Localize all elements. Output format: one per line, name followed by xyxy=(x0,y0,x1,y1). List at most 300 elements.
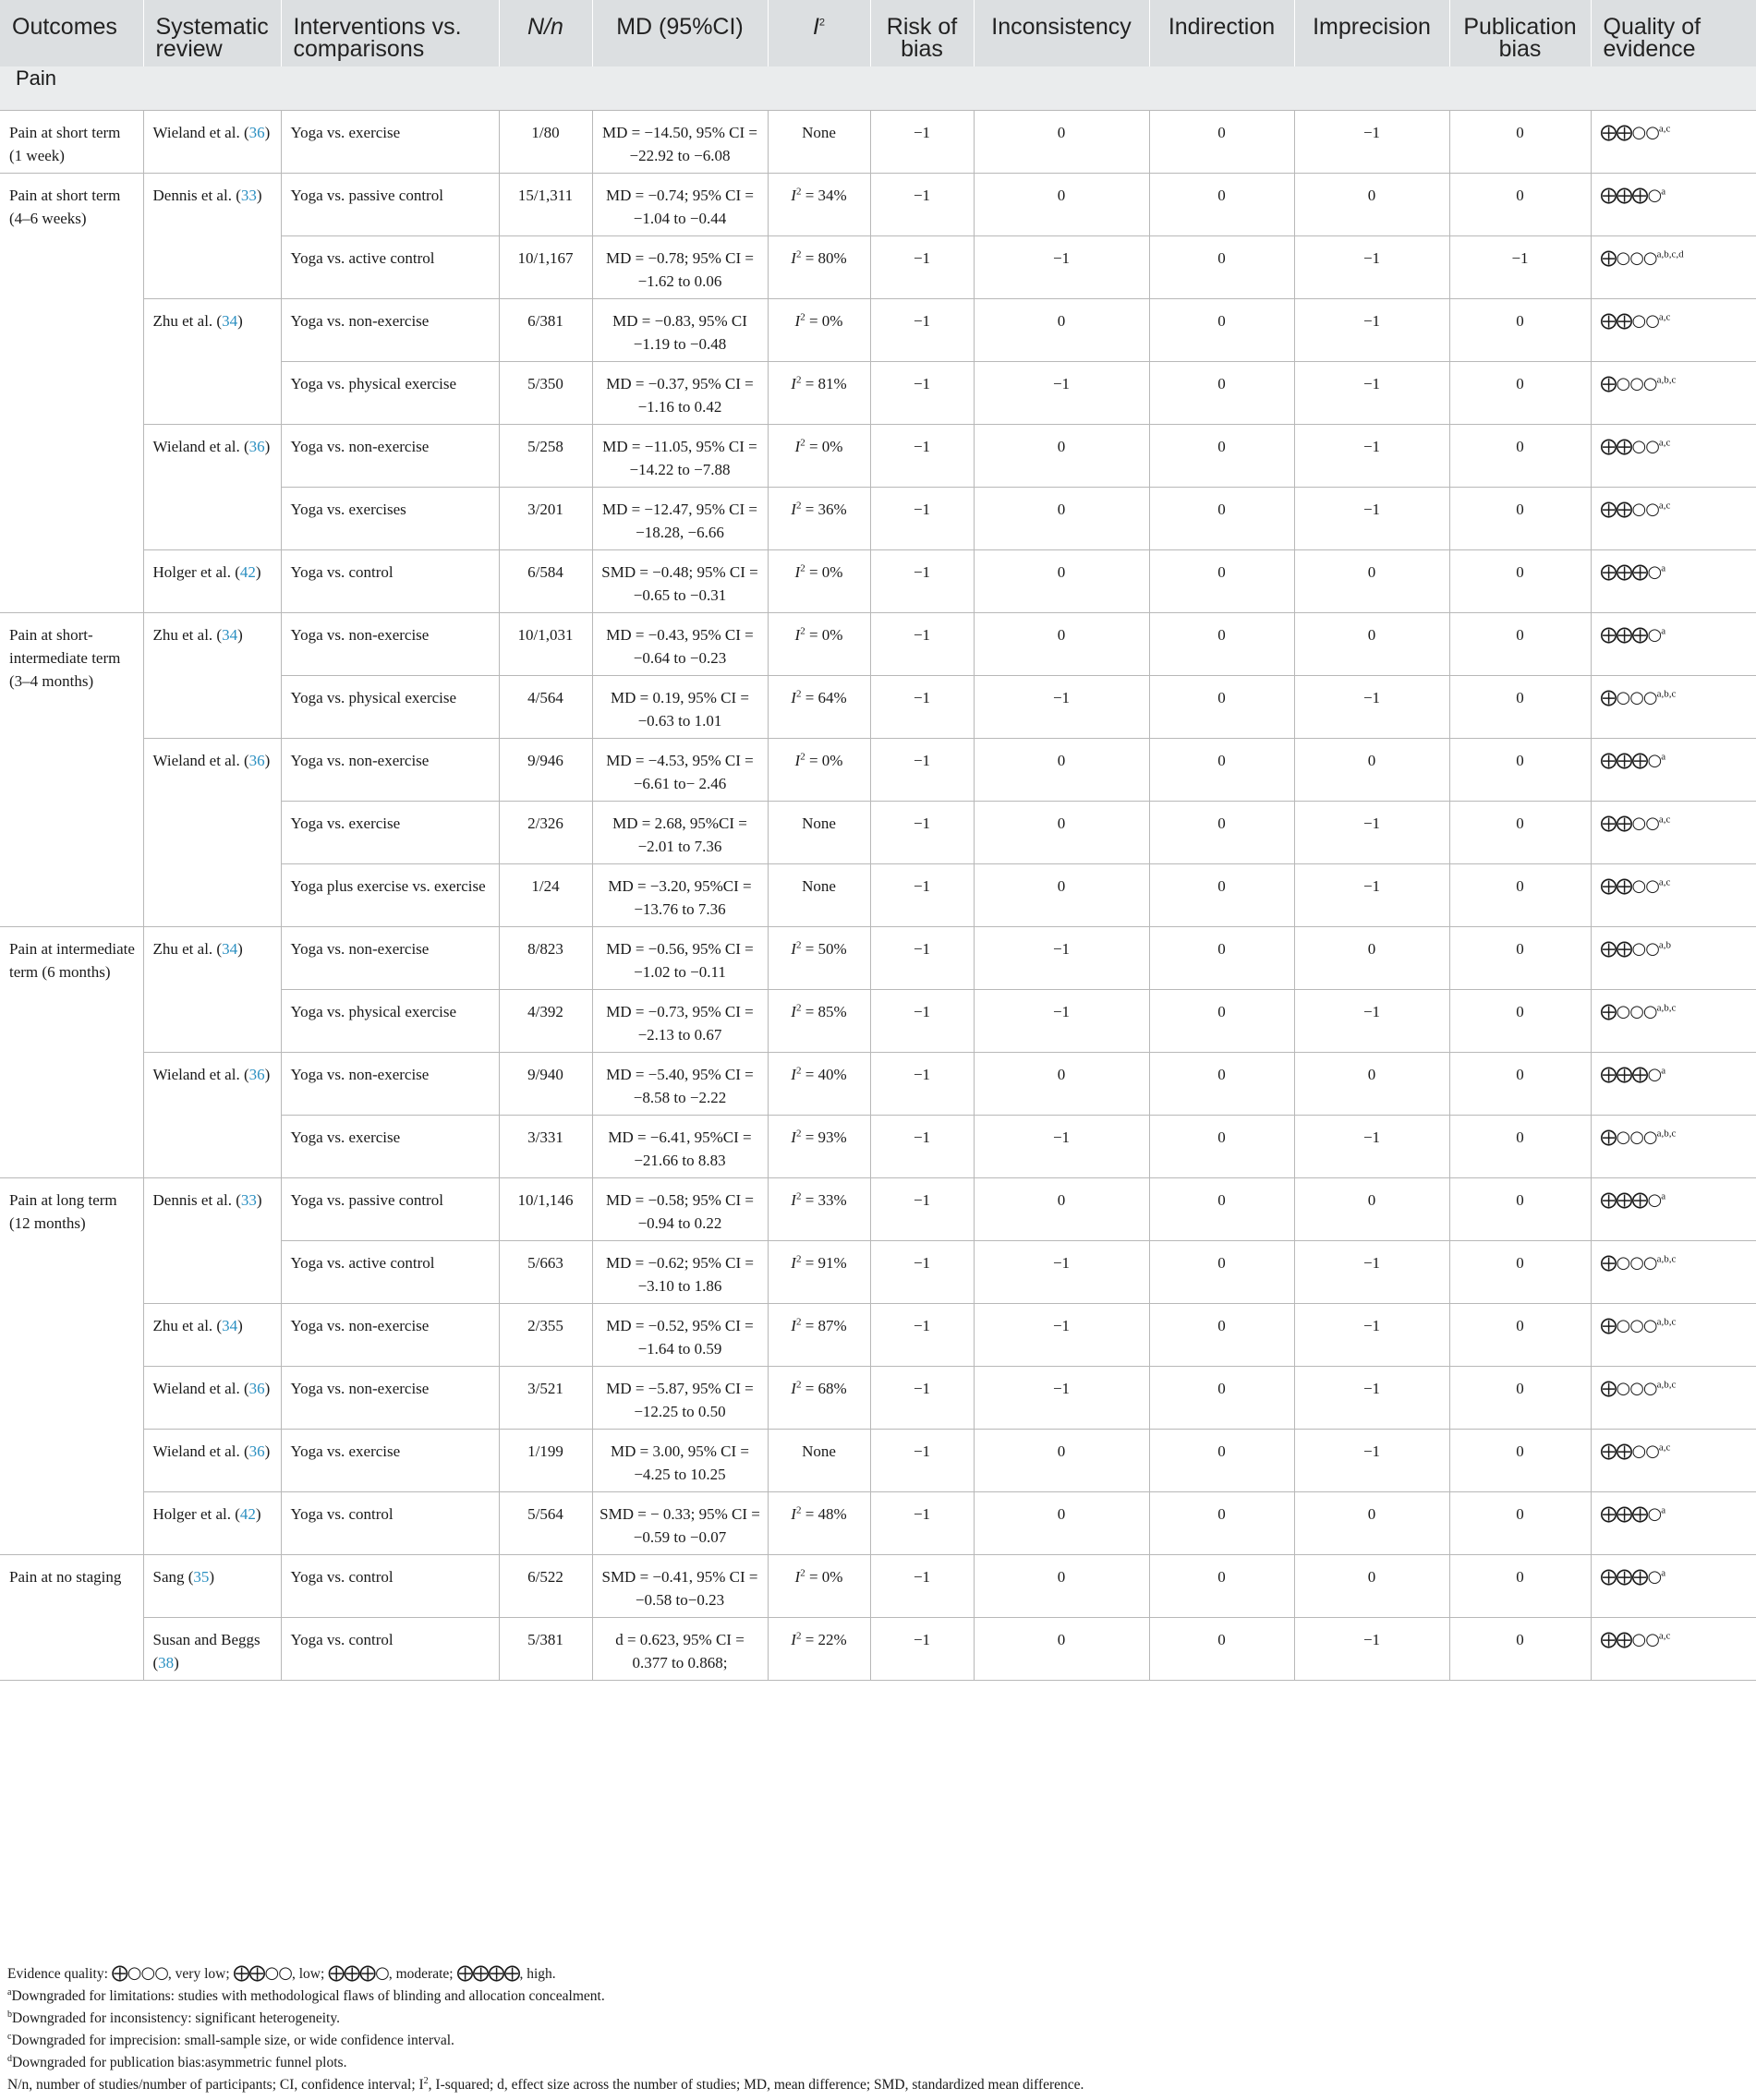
i2-value: 0% xyxy=(821,752,843,769)
review-cell: Wieland et al. (36) xyxy=(143,111,281,174)
n-cell: 5/258 xyxy=(499,425,592,488)
publication-bias-cell: 0 xyxy=(1449,1430,1591,1492)
imprecision-cell: −1 xyxy=(1294,425,1449,488)
review-name: Dennis et al. xyxy=(152,187,232,204)
risk-of-bias-cell: −1 xyxy=(870,1555,974,1618)
header-i-squared: $I^2$ xyxy=(768,0,870,66)
table-row xyxy=(0,1555,1756,1618)
i2-symbol: I xyxy=(791,1505,796,1523)
imprecision-cell: 0 xyxy=(1294,550,1449,613)
publication-bias-cell: 0 xyxy=(1449,990,1591,1053)
reference-link[interactable]: 38 xyxy=(158,1654,175,1672)
footnote-abbreviations: N/n, number of studies/number of participants; CI, confidence interval; $I^2$, I-squared; d, effect size across the number of studies; MD, mean difference; SMD, standardized mean difference. xyxy=(7,2075,1084,2093)
review-cell: Zhu et al. (34) xyxy=(143,299,281,425)
publication-bias-cell: 0 xyxy=(1449,1367,1591,1430)
i2-symbol: I xyxy=(794,626,801,644)
quality-footnote-marks: a,b,c xyxy=(1656,374,1677,386)
review-cell: Wieland et al. (36) xyxy=(143,1367,281,1430)
risk-of-bias-cell: −1 xyxy=(870,362,974,425)
table-row xyxy=(0,111,1756,174)
n-cell: 3/521 xyxy=(499,1367,592,1430)
quality-rating-icon: ⨁○○○ xyxy=(1600,248,1657,268)
review-name: Wieland et al. xyxy=(152,1380,240,1397)
comparison-cell: Yoga vs. passive control xyxy=(281,1178,499,1241)
quality-footnote-marks: a,b,c xyxy=(1656,1128,1677,1140)
i2-cell: None xyxy=(768,802,870,864)
inconsistency-cell: 0 xyxy=(974,1430,1149,1492)
header-risk-of-bias: Risk of bias xyxy=(870,0,974,66)
review-name: Wieland et al. xyxy=(152,1442,240,1460)
i2-equals: = xyxy=(805,1568,822,1586)
i2-superscript: 2 xyxy=(800,437,805,449)
quality-cell xyxy=(1591,990,1756,1053)
indirection-cell: 0 xyxy=(1149,1304,1294,1367)
quality-cell xyxy=(1591,802,1756,864)
footnote-a: $^a$Downgraded for limitations: studies with methodological flaws of blinding and allocation concealment. xyxy=(7,1986,605,2004)
i2-symbol: I xyxy=(791,689,796,706)
risk-of-bias-cell: −1 xyxy=(870,1178,974,1241)
inconsistency-cell: 0 xyxy=(974,1618,1149,1681)
outcome-cell: Pain at short term (4–6 weeks) xyxy=(0,174,143,613)
review-name: Holger et al. xyxy=(152,1505,231,1523)
indirection-cell: 0 xyxy=(1149,1555,1294,1618)
comparison-cell: Yoga vs. control xyxy=(281,1555,499,1618)
inconsistency-cell: −1 xyxy=(974,1304,1149,1367)
i2-symbol: I xyxy=(791,1254,796,1272)
quality-rating-icon: ⨁⨁○○ xyxy=(1600,500,1659,519)
risk-of-bias-cell: −1 xyxy=(870,1367,974,1430)
publication-bias-cell: 0 xyxy=(1449,676,1591,739)
comparison-cell: Yoga vs. exercise xyxy=(281,1430,499,1492)
publication-bias-cell: 0 xyxy=(1449,174,1591,236)
imprecision-cell: −1 xyxy=(1294,990,1449,1053)
imprecision-cell: 0 xyxy=(1294,174,1449,236)
comparison-cell: Yoga vs. exercises xyxy=(281,488,499,550)
i2-superscript: 2 xyxy=(800,1567,805,1579)
review-name: Zhu et al. xyxy=(152,312,213,330)
review-cell: Sang (35) xyxy=(143,1555,281,1618)
i2-value: 0% xyxy=(821,438,843,455)
review-cell: Dennis et al. (33) xyxy=(143,174,281,299)
review-name: Holger et al. xyxy=(152,563,231,581)
i2-equals: = xyxy=(801,689,818,706)
i2-cell xyxy=(768,1618,870,1681)
reference-link[interactable]: 42 xyxy=(239,1505,256,1523)
risk-of-bias-cell: −1 xyxy=(870,1430,974,1492)
i2-equals: = xyxy=(801,1631,818,1648)
review-cell: Wieland et al. (36) xyxy=(143,425,281,550)
quality-footnote-marks: a,c xyxy=(1658,1442,1671,1454)
reference-link[interactable]: 36 xyxy=(248,438,265,455)
n-cell: 5/564 xyxy=(499,1492,592,1555)
md-cell: MD = −6.41, 95%CI = −21.66 to 8.83 xyxy=(592,1116,768,1178)
n-cell: 4/564 xyxy=(499,676,592,739)
quality-rating-icon: ⨁⨁⨁○ xyxy=(1600,751,1662,770)
i2-symbol: I xyxy=(794,438,801,455)
i2-superscript: 2 xyxy=(795,1128,802,1140)
publication-bias-cell: 0 xyxy=(1449,864,1591,927)
inconsistency-cell: 0 xyxy=(974,550,1149,613)
imprecision-cell: 0 xyxy=(1294,927,1449,990)
quality-cell xyxy=(1591,1492,1756,1555)
md-cell: SMD = − 0.33; 95% CI = −0.59 to −0.07 xyxy=(592,1492,768,1555)
moderate-quality-icon: ⨁⨁⨁○ xyxy=(328,1963,389,1983)
quality-cell xyxy=(1591,236,1756,299)
i2-symbol: I xyxy=(791,501,796,518)
section-title: Pain xyxy=(0,66,1756,111)
quality-rating-icon: ⨁⨁⨁○ xyxy=(1600,562,1662,582)
i2-symbol: I xyxy=(794,752,801,769)
header-n-over-n: N/n xyxy=(499,0,592,66)
md-cell: MD = −4.53, 95% CI = −6.61 to− 2.46 xyxy=(592,739,768,802)
risk-of-bias-cell: −1 xyxy=(870,1241,974,1304)
imprecision-cell: −1 xyxy=(1294,362,1449,425)
publication-bias-cell: 0 xyxy=(1449,299,1591,362)
quality-rating-icon: ⨁⨁○○ xyxy=(1600,1630,1659,1649)
md-cell: MD = −0.62; 95% CI = −3.10 to 1.86 xyxy=(592,1241,768,1304)
review-cell: Wieland et al. (36) xyxy=(143,1053,281,1178)
indirection-cell: 0 xyxy=(1149,362,1294,425)
inconsistency-cell: −1 xyxy=(974,1116,1149,1178)
table-row xyxy=(0,425,1756,488)
quality-cell xyxy=(1591,425,1756,488)
quality-rating-icon: ⨁○○○ xyxy=(1600,1379,1657,1398)
quality-cell xyxy=(1591,174,1756,236)
imprecision-cell: 0 xyxy=(1294,1492,1449,1555)
n-cell: 9/946 xyxy=(499,739,592,802)
quality-cell xyxy=(1591,1053,1756,1116)
i2-symbol: I xyxy=(794,563,801,581)
publication-bias-cell: 0 xyxy=(1449,739,1591,802)
quality-rating-icon: ⨁⨁○○ xyxy=(1600,437,1659,456)
inconsistency-cell: 0 xyxy=(974,488,1149,550)
i2-cell xyxy=(768,362,870,425)
imprecision-cell: −1 xyxy=(1294,488,1449,550)
indirection-cell: 0 xyxy=(1149,1492,1294,1555)
i2-superscript: 2 xyxy=(800,311,805,323)
review-name: Sang xyxy=(152,1568,185,1586)
comparison-cell: Yoga vs. control xyxy=(281,550,499,613)
review-name: Wieland et al. xyxy=(152,1066,240,1083)
inconsistency-cell: −1 xyxy=(974,362,1149,425)
inconsistency-cell: 0 xyxy=(974,739,1149,802)
n-cell: 15/1,311 xyxy=(499,174,592,236)
indirection-cell: 0 xyxy=(1149,927,1294,990)
i2-equals: = xyxy=(801,249,818,267)
quality-cell xyxy=(1591,1241,1756,1304)
inconsistency-cell: 0 xyxy=(974,1492,1149,1555)
quality-footnote-marks: a,c xyxy=(1658,814,1671,826)
comparison-cell: Yoga vs. non-exercise xyxy=(281,299,499,362)
review-cell: Holger et al. (42) xyxy=(143,550,281,613)
reference-link[interactable]: 36 xyxy=(248,1066,265,1083)
publication-bias-cell: 0 xyxy=(1449,1492,1591,1555)
i2-cell xyxy=(768,739,870,802)
table-row xyxy=(0,299,1756,362)
imprecision-cell: 0 xyxy=(1294,613,1449,676)
footnote-d: $^d$Downgraded for publication bias:asymmetric funnel plots. xyxy=(7,2053,347,2070)
table-row xyxy=(0,1618,1756,1681)
i2-superscript: 2 xyxy=(795,688,802,700)
quality-footnote-marks: a,b xyxy=(1658,939,1672,951)
table-row xyxy=(0,613,1756,676)
risk-of-bias-cell: −1 xyxy=(870,488,974,550)
quality-cell xyxy=(1591,488,1756,550)
i2-equals: = xyxy=(801,1317,818,1334)
reference-link[interactable]: 34 xyxy=(222,312,238,330)
risk-of-bias-cell: −1 xyxy=(870,1053,974,1116)
quality-footnote-marks: a,b,c xyxy=(1656,688,1677,700)
inconsistency-cell: 0 xyxy=(974,111,1149,174)
md-cell: SMD = −0.41, 95% CI = −0.58 to−0.23 xyxy=(592,1555,768,1618)
inconsistency-cell: −1 xyxy=(974,1367,1149,1430)
i2-cell xyxy=(768,1304,870,1367)
quality-footnote-marks: a,b,c xyxy=(1656,1379,1677,1391)
indirection-cell: 0 xyxy=(1149,1178,1294,1241)
outcome-cell: Pain at intermediate term (6 months) xyxy=(0,927,143,1178)
high-quality-icon: ⨁⨁⨁⨁ xyxy=(456,1963,520,1983)
quality-footnote-marks: a xyxy=(1661,186,1666,198)
i2-cell: None xyxy=(768,111,870,174)
risk-of-bias-cell: −1 xyxy=(870,676,974,739)
inconsistency-cell: 0 xyxy=(974,1178,1149,1241)
indirection-cell: 0 xyxy=(1149,1618,1294,1681)
i2-superscript: 2 xyxy=(795,1253,802,1265)
i2-cell xyxy=(768,174,870,236)
header-quality-of-evidence: Quality of evidence xyxy=(1591,0,1756,66)
reference-link[interactable]: 42 xyxy=(239,563,256,581)
quality-footnote-marks: a xyxy=(1661,1065,1666,1077)
md-cell: MD = −11.05, 95% CI = −14.22 to −7.88 xyxy=(592,425,768,488)
i2-symbol: I xyxy=(791,1380,796,1397)
indirection-cell: 0 xyxy=(1149,613,1294,676)
md-cell: MD = −0.74; 95% CI = −1.04 to −0.44 xyxy=(592,174,768,236)
footnote-quality-legend: Evidence quality: ⨁○○○, very low; ⨁⨁○○, low; ⨁⨁⨁○, moderate; ⨁⨁⨁⨁, high. xyxy=(7,1963,556,1983)
i2-superscript: 2 xyxy=(795,374,802,386)
risk-of-bias-cell: −1 xyxy=(870,990,974,1053)
n-cell: 6/522 xyxy=(499,1555,592,1618)
publication-bias-cell: 0 xyxy=(1449,488,1591,550)
n-cell: 5/350 xyxy=(499,362,592,425)
i2-superscript: 2 xyxy=(795,248,802,260)
i2-superscript: 2 xyxy=(795,1630,802,1642)
header-interventions: Interventions vs. comparisons xyxy=(281,0,499,66)
md-cell: MD = −0.56, 95% CI = −1.02 to −0.11 xyxy=(592,927,768,990)
inconsistency-cell: −1 xyxy=(974,236,1149,299)
md-cell: MD = −0.78; 95% CI = −1.62 to 0.06 xyxy=(592,236,768,299)
indirection-cell: 0 xyxy=(1149,1241,1294,1304)
i2-cell xyxy=(768,1116,870,1178)
header-imprecision: Imprecision xyxy=(1294,0,1449,66)
n-cell: 1/80 xyxy=(499,111,592,174)
i2-cell xyxy=(768,236,870,299)
i2-value: 68% xyxy=(817,1380,847,1397)
review-cell: Zhu et al. (34) xyxy=(143,927,281,1053)
i2-symbol: I xyxy=(791,1003,796,1020)
quality-cell xyxy=(1591,1367,1756,1430)
i2-cell xyxy=(768,1053,870,1116)
md-cell: MD = −5.40, 95% CI = −8.58 to −2.22 xyxy=(592,1053,768,1116)
review-cell: Zhu et al. (34) xyxy=(143,1304,281,1367)
reference-link[interactable]: 33 xyxy=(240,187,257,204)
comparison-cell: Yoga vs. non-exercise xyxy=(281,739,499,802)
md-cell: MD = −0.52, 95% CI = −1.64 to 0.59 xyxy=(592,1304,768,1367)
inconsistency-cell: −1 xyxy=(974,676,1149,739)
imprecision-cell: −1 xyxy=(1294,864,1449,927)
i2-superscript: 2 xyxy=(795,186,802,198)
quality-rating-icon: ⨁○○○ xyxy=(1600,374,1657,393)
i2-equals: = xyxy=(801,1128,818,1146)
footnotes xyxy=(7,1962,1744,2096)
imprecision-cell: 0 xyxy=(1294,1178,1449,1241)
table-body xyxy=(0,66,1756,1681)
table-row xyxy=(0,1430,1756,1492)
header-md: MD (95%CI) xyxy=(592,0,768,66)
md-cell: d = 0.623, 95% CI = 0.377 to 0.868; xyxy=(592,1618,768,1681)
reference-link[interactable]: 36 xyxy=(248,124,265,141)
quality-cell xyxy=(1591,550,1756,613)
n-cell: 1/199 xyxy=(499,1430,592,1492)
md-cell: MD = 2.68, 95%CI = −2.01 to 7.36 xyxy=(592,802,768,864)
publication-bias-cell: 0 xyxy=(1449,1555,1591,1618)
footnote-b: $^b$Downgraded for inconsistency: significant heterogeneity. xyxy=(7,2009,340,2026)
indirection-cell: 0 xyxy=(1149,111,1294,174)
quality-footnote-marks: a,b,c xyxy=(1656,1002,1677,1014)
reference-link[interactable]: 33 xyxy=(240,1191,257,1209)
i2-equals: = xyxy=(801,1380,818,1397)
quality-cell xyxy=(1591,1178,1756,1241)
i2-equals: = xyxy=(801,1003,818,1020)
quality-footnote-marks: a xyxy=(1661,1567,1666,1579)
table-row xyxy=(0,1053,1756,1116)
quality-footnote-marks: a xyxy=(1661,1504,1666,1516)
quality-footnote-marks: a,b,c xyxy=(1656,1253,1677,1265)
risk-of-bias-cell: −1 xyxy=(870,802,974,864)
quality-rating-icon: ⨁⨁⨁○ xyxy=(1600,1567,1662,1587)
reference-link[interactable]: 36 xyxy=(248,1442,265,1460)
comparison-cell: Yoga vs. physical exercise xyxy=(281,990,499,1053)
imprecision-cell: −1 xyxy=(1294,1304,1449,1367)
risk-of-bias-cell: −1 xyxy=(870,1492,974,1555)
comparison-cell: Yoga vs. passive control xyxy=(281,174,499,236)
quality-cell xyxy=(1591,111,1756,174)
very-low-quality-icon: ⨁○○○ xyxy=(111,1963,168,1983)
inconsistency-cell: 0 xyxy=(974,174,1149,236)
reference-link[interactable]: 34 xyxy=(222,940,238,958)
i2-cell xyxy=(768,1178,870,1241)
md-cell: MD = −0.83, 95% CI −1.19 to −0.48 xyxy=(592,299,768,362)
n-cell: 8/823 xyxy=(499,927,592,990)
n-cell: 1/24 xyxy=(499,864,592,927)
i2-superscript: 2 xyxy=(795,1065,802,1077)
md-cell: MD = 0.19, 95% CI = −0.63 to 1.01 xyxy=(592,676,768,739)
indirection-cell: 0 xyxy=(1149,1053,1294,1116)
inconsistency-cell: 0 xyxy=(974,802,1149,864)
table-row xyxy=(0,1304,1756,1367)
header-systematic-review: Systematic review xyxy=(143,0,281,66)
inconsistency-cell: 0 xyxy=(974,864,1149,927)
md-cell: MD = −5.87, 95% CI = −12.25 to 0.50 xyxy=(592,1367,768,1430)
review-cell: Wieland et al. (36) xyxy=(143,1430,281,1492)
i2-equals: = xyxy=(805,626,822,644)
reference-link[interactable]: 35 xyxy=(193,1568,210,1586)
i2-cell xyxy=(768,1367,870,1430)
review-name: Zhu et al. xyxy=(152,940,213,958)
reference-link[interactable]: 34 xyxy=(222,1317,238,1334)
reference-link[interactable]: 36 xyxy=(248,1380,265,1397)
inconsistency-cell: 0 xyxy=(974,613,1149,676)
i2-equals: = xyxy=(801,1254,818,1272)
indirection-cell: 0 xyxy=(1149,990,1294,1053)
i2-cell xyxy=(768,927,870,990)
i2-superscript: 2 xyxy=(795,1504,802,1516)
i2-superscript: 2 xyxy=(795,939,802,951)
quality-rating-icon: ⨁⨁⨁○ xyxy=(1600,1065,1662,1084)
risk-of-bias-cell: −1 xyxy=(870,864,974,927)
n-cell: 4/392 xyxy=(499,990,592,1053)
imprecision-cell: −1 xyxy=(1294,1430,1449,1492)
reference-link[interactable]: 34 xyxy=(222,626,238,644)
indirection-cell: 0 xyxy=(1149,299,1294,362)
i2-cell xyxy=(768,425,870,488)
indirection-cell: 0 xyxy=(1149,174,1294,236)
publication-bias-cell: 0 xyxy=(1449,1116,1591,1178)
imprecision-cell: −1 xyxy=(1294,236,1449,299)
i2-cell xyxy=(768,1492,870,1555)
quality-cell xyxy=(1591,1304,1756,1367)
indirection-cell: 0 xyxy=(1149,1430,1294,1492)
quality-cell xyxy=(1591,676,1756,739)
quality-footnote-marks: a,b,c,d xyxy=(1656,248,1684,260)
indirection-cell: 0 xyxy=(1149,1367,1294,1430)
quality-cell xyxy=(1591,1430,1756,1492)
quality-cell xyxy=(1591,299,1756,362)
i2-symbol: I xyxy=(791,1128,796,1146)
i2-value: 80% xyxy=(817,249,847,267)
imprecision-cell: −1 xyxy=(1294,1241,1449,1304)
i2-value: 0% xyxy=(821,626,843,644)
i2-value: 36% xyxy=(817,501,847,518)
review-name: Wieland et al. xyxy=(152,438,240,455)
i2-value: 0% xyxy=(821,1568,843,1586)
i2-equals: = xyxy=(801,501,818,518)
quality-rating-icon: ⨁○○○ xyxy=(1600,1002,1657,1021)
i2-superscript: 2 xyxy=(795,500,802,512)
publication-bias-cell: 0 xyxy=(1449,1241,1591,1304)
publication-bias-cell: 0 xyxy=(1449,1178,1591,1241)
reference-link[interactable]: 36 xyxy=(248,752,265,769)
n-cell: 3/201 xyxy=(499,488,592,550)
section-row xyxy=(0,66,1756,111)
md-cell: MD = −14.50, 95% CI = −22.92 to −6.08 xyxy=(592,111,768,174)
i2-superscript: 2 xyxy=(800,562,805,574)
i2-value: 50% xyxy=(817,940,847,958)
header-publication-bias: Publication bias xyxy=(1449,0,1591,66)
inconsistency-cell: −1 xyxy=(974,1241,1149,1304)
review-cell: Zhu et al. (34) xyxy=(143,613,281,739)
imprecision-cell: −1 xyxy=(1294,1367,1449,1430)
i2-value: 81% xyxy=(817,375,847,392)
i2-value: 91% xyxy=(817,1254,847,1272)
risk-of-bias-cell: −1 xyxy=(870,174,974,236)
n-cell: 9/940 xyxy=(499,1053,592,1116)
quality-rating-icon: ⨁○○○ xyxy=(1600,1128,1657,1147)
quality-footnote-marks: a,c xyxy=(1658,437,1671,449)
n-cell: 10/1,146 xyxy=(499,1178,592,1241)
inconsistency-cell: 0 xyxy=(974,1053,1149,1116)
publication-bias-cell: 0 xyxy=(1449,1618,1591,1681)
publication-bias-cell: 0 xyxy=(1449,802,1591,864)
